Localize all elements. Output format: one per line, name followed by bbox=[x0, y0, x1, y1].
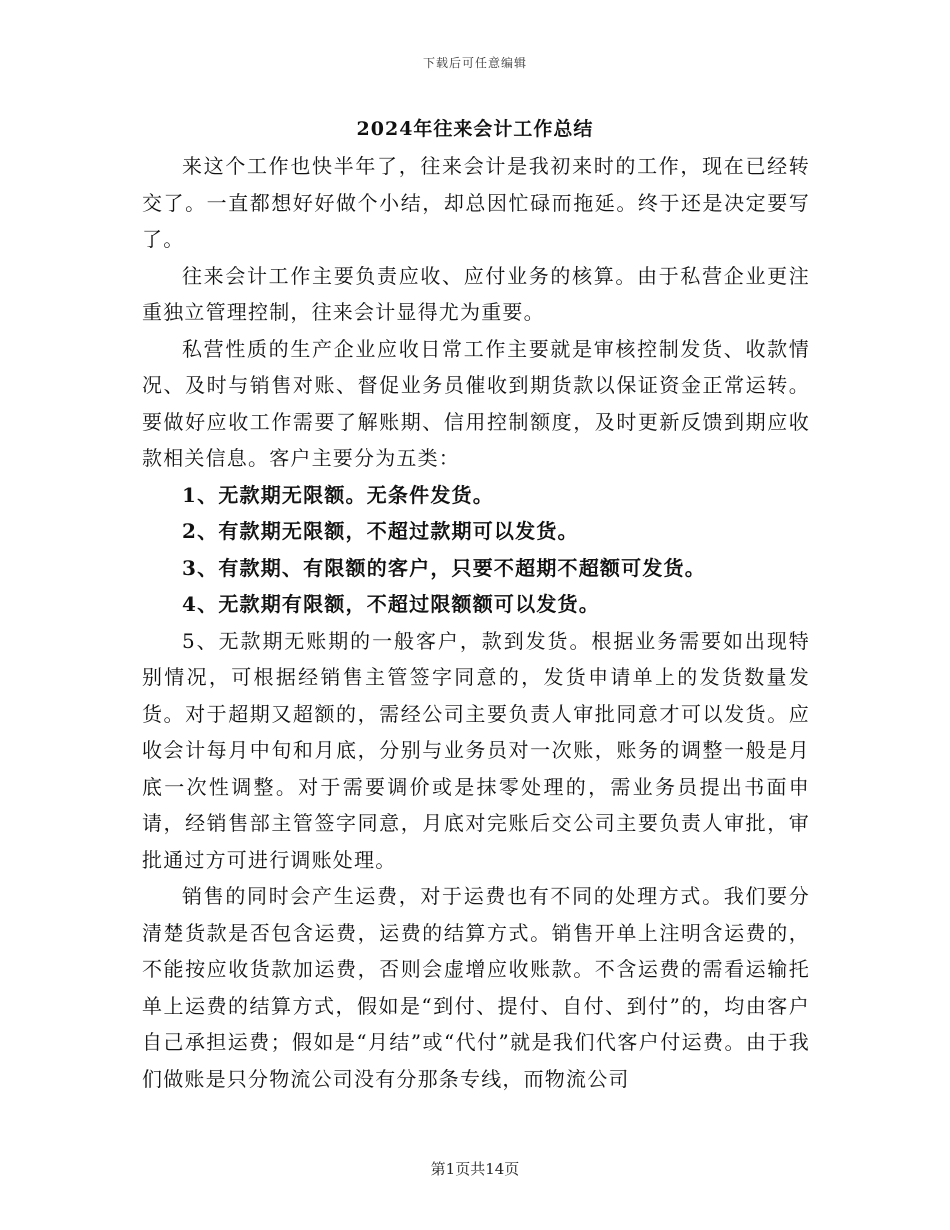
document-body bbox=[142, 148, 810, 1097]
paragraph-receivables: 私营性质的生产企业应收日常工作主要就是审核控制发货、收款情况、及时与销售对账、督促业务员催收到期货款以保证资金正常运转。要做好应收工作需要了解账期、信用控制额度，及时更新反馈到期应收款相关信息。客户主要分为五类： bbox=[142, 336, 810, 470]
paragraph-intro: 来这个工作也快半年了，往来会计是我初来时的工作，现在已经转交了。一直都想好好做个小结，却总因忙碌而拖延。终于还是决定要写了。 bbox=[142, 154, 810, 251]
list-item-customer-type-4: 4、无款期有限额，不超过限额额可以发货。 bbox=[182, 592, 600, 616]
page-header-note: 下载后可任意编辑 bbox=[422, 56, 527, 70]
list-item-customer-type-5: 5、无款期无账期的一般客户，款到发货。根据业务需要如出现特别情况，可根据经销售主管签字同意的，发货申请单上的发货数量发货。对于超期又超额的，需经公司主要负责人审批同意才可以发货。应收会计每月中旬和月底，分别与业务员对一次账，账务的调整一般是月底一次性调整。对于需要调价或是抹零处理的，需业务员提出书面申请，经销售部主管签字同意，月底对完账后交公司主要负责人审批，审批通过方可进行调账处理。 bbox=[142, 628, 810, 872]
list-item-customer-type-3: 3、有款期、有限额的客户，只要不超期不超额可发货。 bbox=[182, 555, 706, 580]
paragraph-freight: 销售的同时会产生运费，对于运费也有不同的处理方式。我们要分清楚货款是否包含运费，运费的结算方式。销售开单上注明含运费的，不能按应收货款加运费，否则会虚增应收账款。不含运费的需看运输托单上运费的结算方式，假如是“到付、提付、自付、到付”的，均由客户自己承担运费；假如是“月结”或“代付”就是我们代客户付运费。由于我们做账是只分物流公司没有分那条专线，而物流公司 bbox=[142, 884, 810, 1091]
list-item-customer-type-2: 2、有款期无限额，不超过款期可以发货。 bbox=[182, 519, 579, 543]
page-number: 第1页共14页 bbox=[430, 1160, 520, 1178]
paragraph-duties: 往来会计工作主要负责应收、应付业务的核算。由于私营企业更注重独立管理控制，往来会计显得尤为重要。 bbox=[142, 263, 810, 324]
list-item-customer-type-1: 1、无款期无限额。无条件发货。 bbox=[182, 482, 494, 507]
document-title: 2024年往来会计工作总结 bbox=[356, 118, 594, 140]
